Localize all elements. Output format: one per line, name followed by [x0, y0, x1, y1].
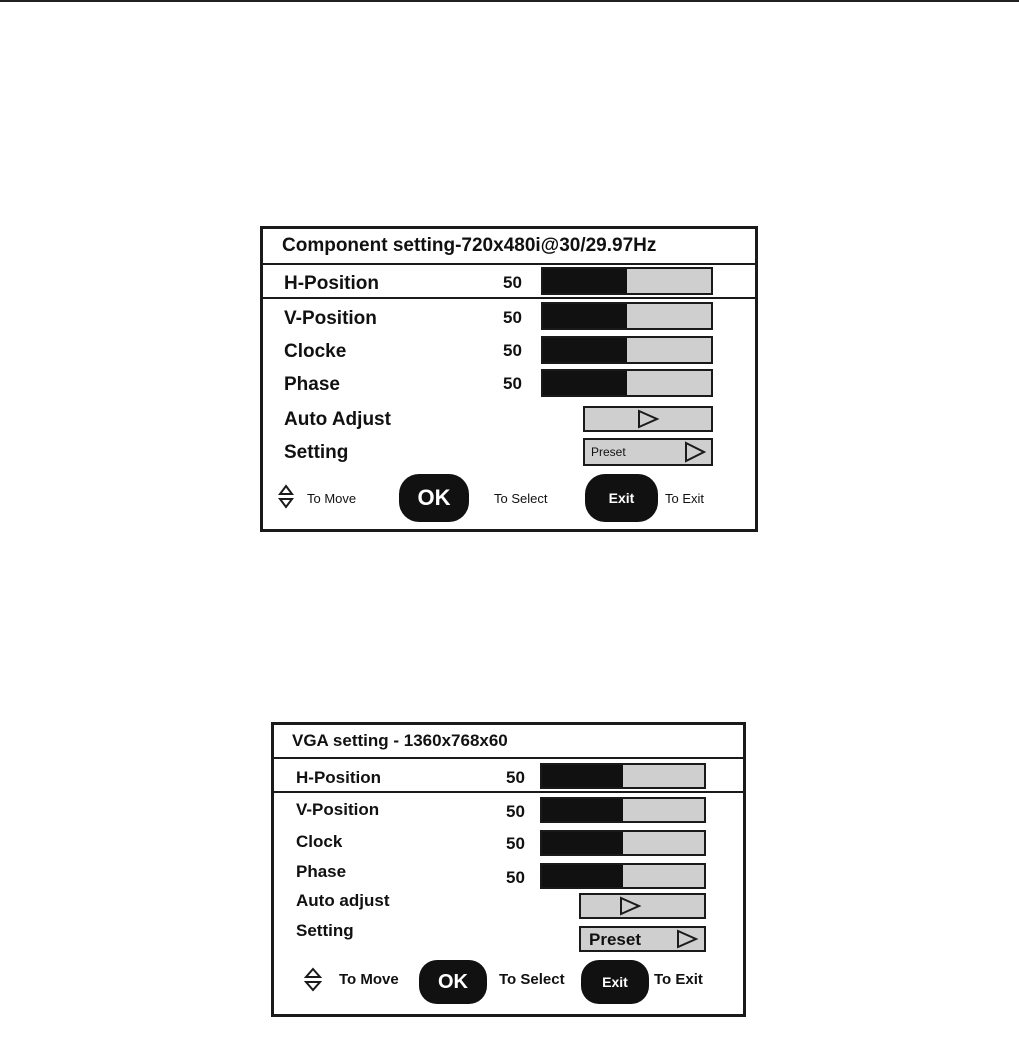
phase-label: Phase	[284, 374, 340, 395]
h-position-value: 50	[506, 768, 525, 787]
ok-button[interactable]: OK	[399, 474, 469, 522]
phase-value: 50	[503, 374, 522, 393]
clock-label: Clock	[296, 832, 343, 851]
phase-slider[interactable]	[540, 863, 706, 889]
clock-value: 50	[503, 341, 522, 360]
setting-label: Setting	[284, 442, 349, 463]
clock-slider[interactable]	[540, 830, 706, 856]
triangle-right-icon	[636, 409, 660, 429]
exit-button[interactable]: Exit	[585, 474, 658, 522]
setting-preset-value: Preset	[589, 930, 641, 949]
to-move-hint: To Move	[307, 491, 357, 506]
v-position-slider[interactable]	[540, 797, 706, 823]
v-position-slider[interactable]	[541, 302, 713, 330]
h-position-label: H-Position	[296, 768, 381, 787]
h-position-label: H-Position	[284, 273, 379, 294]
auto-adjust-label: Auto adjust	[296, 891, 390, 910]
v-position-value: 50	[503, 308, 522, 327]
v-position-label: V-Position	[296, 800, 380, 819]
slider-fill	[542, 799, 623, 821]
setting-preset-value: Preset	[591, 445, 626, 459]
component-setting-panel	[260, 226, 758, 532]
up-down-arrows-icon	[278, 484, 294, 510]
vga-setting-panel	[271, 722, 746, 1017]
h-position-slider[interactable]	[541, 267, 713, 295]
v-position-value: 50	[506, 802, 525, 821]
h-position-value: 50	[503, 273, 522, 292]
auto-adjust-button[interactable]	[579, 893, 706, 919]
to-exit-hint: To Exit	[654, 971, 703, 988]
setting-preset-button[interactable]	[583, 438, 713, 466]
phase-value: 50	[506, 868, 525, 887]
slider-fill	[542, 765, 623, 787]
to-select-hint: To Select	[494, 491, 548, 506]
triangle-right-icon	[683, 441, 707, 463]
auto-adjust-label: Auto Adjust	[284, 409, 391, 430]
to-exit-hint: To Exit	[665, 491, 705, 506]
phase-slider[interactable]	[541, 369, 713, 397]
phase-label: Phase	[296, 862, 347, 881]
exit-button[interactable]: Exit	[581, 960, 649, 1004]
clock-value: 50	[506, 834, 525, 853]
v-position-label: V-Position	[284, 308, 377, 329]
triangle-right-icon	[618, 896, 642, 916]
clock-label: Clocke	[284, 341, 347, 362]
slider-fill	[542, 865, 623, 887]
panel-title: Component setting-720x480i@30/29.97Hz	[263, 229, 755, 265]
setting-preset-button[interactable]	[579, 926, 706, 952]
up-down-arrows-icon	[304, 967, 322, 993]
slider-fill	[542, 832, 623, 854]
slider-fill	[543, 269, 627, 293]
triangle-right-icon	[675, 929, 699, 949]
slider-fill	[543, 304, 627, 328]
h-position-slider[interactable]	[540, 763, 706, 789]
clock-slider[interactable]	[541, 336, 713, 364]
auto-adjust-button[interactable]	[583, 406, 713, 432]
slider-fill	[543, 338, 627, 362]
to-move-hint: To Move	[339, 971, 399, 988]
top-rule	[0, 0, 1019, 2]
ok-button[interactable]: OK	[419, 960, 487, 1004]
setting-label: Setting	[296, 921, 354, 940]
to-select-hint: To Select	[499, 971, 565, 988]
slider-fill	[543, 371, 627, 395]
panel-title: VGA setting - 1360x768x60	[274, 725, 743, 759]
